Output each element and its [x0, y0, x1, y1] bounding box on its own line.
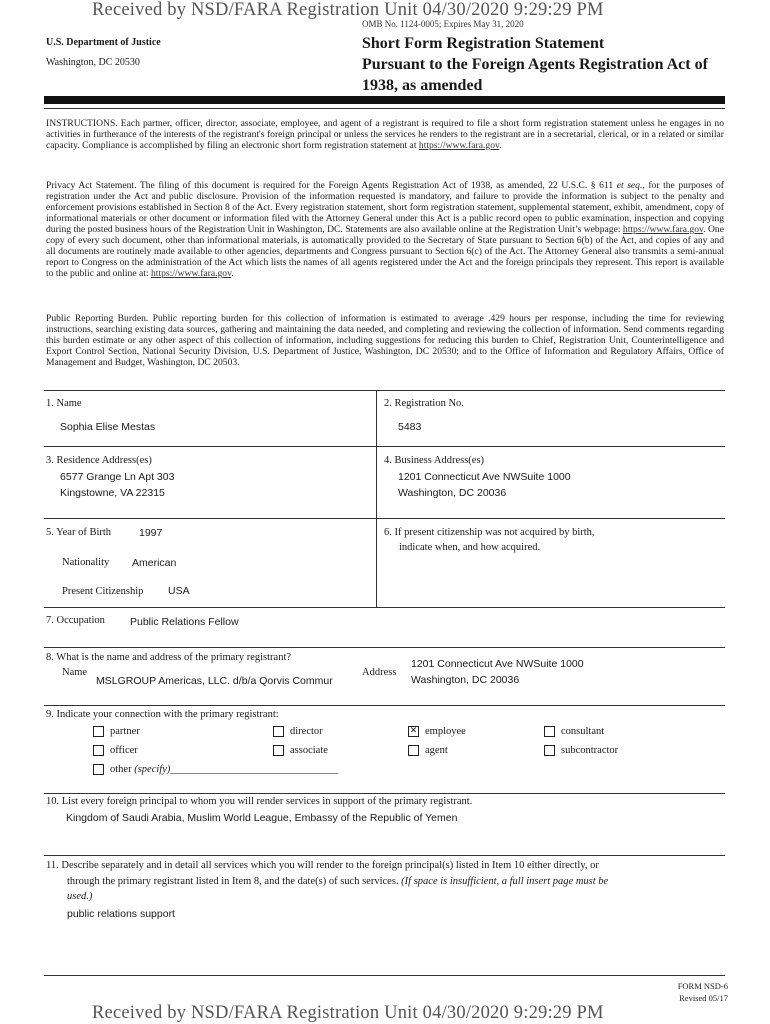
checkbox-icon[interactable] — [273, 726, 284, 737]
registration-number-value[interactable]: 5483 — [398, 421, 422, 433]
checkbox-subcontractor[interactable]: subcontractor — [544, 745, 618, 756]
form-revision: Revised 05/17 — [679, 993, 728, 1003]
residence-address-line2[interactable]: Kingstowne, VA 22315 — [60, 487, 165, 499]
year-of-birth-label: 5. Year of Birth — [46, 527, 112, 538]
services-label-line1: 11. Describe separately and in detail all services which you will render to the foreign principal(s) listed in Item 10 either directly, or — [46, 860, 599, 871]
citizenship-question-line2: indicate when, and how acquired. — [399, 542, 541, 553]
fara-link[interactable]: https://www.fara.gov — [418, 140, 500, 151]
business-address-line2[interactable]: Washington, DC 20036 — [398, 487, 507, 499]
checkbox-icon[interactable] — [273, 745, 284, 756]
business-address-label: 4. Business Address(es) — [384, 455, 485, 466]
title-line-1: Short Form Registration Statement — [362, 35, 605, 52]
registration-number-label: 2. Registration No. — [384, 398, 464, 409]
checkbox-associate[interactable]: associate — [273, 745, 328, 756]
nationality-value[interactable]: American — [132, 557, 177, 569]
checkbox-icon[interactable] — [93, 745, 104, 756]
services-label-line3: used.) — [67, 891, 93, 902]
services-label-line2: through the primary registrant listed in Item 8, and the date(s) of such services. (If space is insufficient, a full insert page must be — [67, 876, 609, 887]
checkbox-icon[interactable] — [544, 726, 555, 737]
year-of-birth-value[interactable]: 1997 — [139, 527, 163, 539]
checkbox-consultant[interactable]: consultant — [544, 726, 604, 737]
foreign-principals-value[interactable]: Kingdom of Saudi Arabia, Muslim World League, Embassy of the Republic of Yemen — [66, 812, 458, 824]
residence-address-line1[interactable]: 6577 Grange Ln Apt 303 — [60, 471, 175, 483]
nationality-label: Nationality — [62, 557, 110, 568]
instructions-paragraph: INSTRUCTIONS. Each partner, officer, director, associate, employee, and agent of a registrant is required to file a short form registration statement unless he engages in no activities in furtherance of the interests of the registrant's foreign principal or unless the services he renders to the registrant are in a secretarial, clerical, or in a related or similar capacity. Compliance is accomplished by filing an electronic short form registration statement at https://www.fara.gov. — [46, 118, 724, 151]
checked-box-icon[interactable]: ✕ — [409, 726, 418, 737]
checkbox-employee[interactable]: ✕ employee — [409, 726, 466, 737]
form-identifier — [640, 980, 728, 1004]
specify-label: (specify) — [134, 764, 171, 775]
checkbox-officer[interactable]: officer — [93, 745, 138, 756]
fara-link[interactable]: https://www.fara.gov — [150, 268, 232, 279]
checkbox-icon[interactable] — [544, 745, 555, 756]
registrant-address-label: Address — [362, 667, 397, 678]
citizenship-label: Present Citizenship — [62, 586, 144, 597]
burden-paragraph: Public Reporting Burden. Public reporting burden for this collection of information is estimated to average .429 hours per response, including the time for reviewing instructions, searching existing data sources, gathering and maintaining the data needed, and completing and reviewing the collection of information. Send comments regarding this burden estimate or any other aspect of this collection of information, including suggestions for reducing this burden to Chief, Registration Unit, Counterintelligence and Export Control Section, National Security Division, U.S. Department of Justice, Washington, DC 20530; and to the Office of Information and Regulatory Affairs, Office of Management and Budget, Washington, DC 20503. — [46, 313, 724, 368]
rule — [44, 518, 725, 519]
title-line-3: 1938, as amended — [362, 77, 483, 94]
checkbox-partner[interactable]: partner — [93, 726, 140, 737]
department-city: Washington, DC 20530 — [46, 57, 140, 68]
rule — [44, 390, 725, 391]
form-title — [362, 33, 708, 96]
checkbox-icon[interactable] — [408, 745, 419, 756]
header-rule — [44, 96, 725, 104]
rule — [44, 647, 725, 648]
foreign-principals-label: 10. List every foreign principal to whom you will render services in support of the primary registrant. — [46, 796, 473, 807]
checkbox-icon[interactable] — [93, 764, 104, 775]
checkbox-other[interactable]: other (specify)________________________________ — [93, 764, 338, 775]
name-label: 1. Name — [46, 398, 82, 409]
received-stamp-bottom: Received by NSD/FARA Registration Unit 04/30/2020 9:29:29 PM — [92, 1003, 604, 1023]
citizenship-value[interactable]: USA — [168, 585, 190, 597]
registrant-address-line1[interactable]: 1201 Connecticut Ave NWSuite 1000 — [411, 658, 584, 670]
title-line-2: Pursuant to the Foreign Agents Registration Act of — [362, 56, 708, 73]
header-thin-rule — [44, 108, 725, 109]
occupation-label: 7. Occupation — [46, 615, 105, 626]
primary-registrant-label: 8. What is the name and address of the primary registrant? — [46, 652, 292, 663]
registrant-address-line2[interactable]: Washington, DC 20036 — [411, 674, 520, 686]
business-address-line1[interactable]: 1201 Connecticut Ave NWSuite 1000 — [398, 471, 571, 483]
privacy-act-paragraph: Privacy Act Statement. The filing of this document is required for the Foreign Agents Registration Act of 1938, as amended, 22 U.S.C. § 611 et seq., for the purposes of registration under the Act and public disclosure. Provision of the information requested is mandatory, and failure to provide the information is subject to the penalty and enforcement provisions established in Section 8 of the Act. Every registration statement, short form registration statement, supplemental statement, exhibit, amendment, copy of informational materials or other document or information filed with the Attorney General under this Act is a public record open to public examination, inspection and copying during the posted business hours of the Registration Unit in Washington, DC. Statements are also available online at the Registration Unit’s webpage: https://www.fara.gov. One copy of every such document, other than informational materials, is automatically provided to the Secretary of State pursuant to Section 6(b) of the Act, and copies of any and all documents are routinely made available to other agencies, departments and Congress pursuant to Section 6(c) of the Act. The Attorney General also transmits a semi-annual report to Congress on the administration of the Act which lists the names of all agents registered under the Act and the foreign principals they represent. This report is available to the public and online at: https://www.fara.gov. — [46, 180, 725, 279]
rule — [44, 793, 725, 794]
checkbox-icon[interactable] — [93, 726, 104, 737]
specify-blank[interactable]: ________________________________ — [170, 764, 339, 775]
checkbox-director[interactable]: director — [273, 726, 323, 737]
services-value[interactable]: public relations support — [67, 908, 175, 920]
form-number: FORM NSD-6 — [677, 981, 728, 991]
column-divider — [376, 390, 377, 607]
name-value[interactable]: Sophia Elise Mestas — [60, 421, 156, 433]
rule — [44, 855, 725, 856]
rule — [44, 607, 725, 608]
citizenship-question-line1: 6. If present citizenship was not acquired by birth, — [384, 527, 595, 538]
department-name: U.S. Department of Justice — [46, 37, 161, 48]
received-stamp-top: Received by NSD/FARA Registration Unit 04/30/2020 9:29:29 PM — [92, 0, 604, 20]
occupation-value[interactable]: Public Relations Fellow — [130, 616, 239, 628]
registrant-name-value[interactable]: MSLGROUP Americas, LLC. d/b/a Qorvis Commur — [96, 675, 333, 687]
rule — [44, 975, 725, 976]
rule — [44, 446, 725, 447]
registrant-name-label: Name — [62, 667, 88, 678]
fara-link[interactable]: https://www.fara.gov — [622, 224, 704, 235]
rule — [44, 705, 725, 706]
connection-label: 9. Indicate your connection with the primary registrant: — [46, 709, 279, 720]
omb-number: OMB No. 1124-0005; Expires May 31, 2020 — [362, 19, 524, 29]
residence-address-label: 3. Residence Address(es) — [46, 455, 152, 466]
checkbox-agent[interactable]: agent — [408, 745, 448, 756]
